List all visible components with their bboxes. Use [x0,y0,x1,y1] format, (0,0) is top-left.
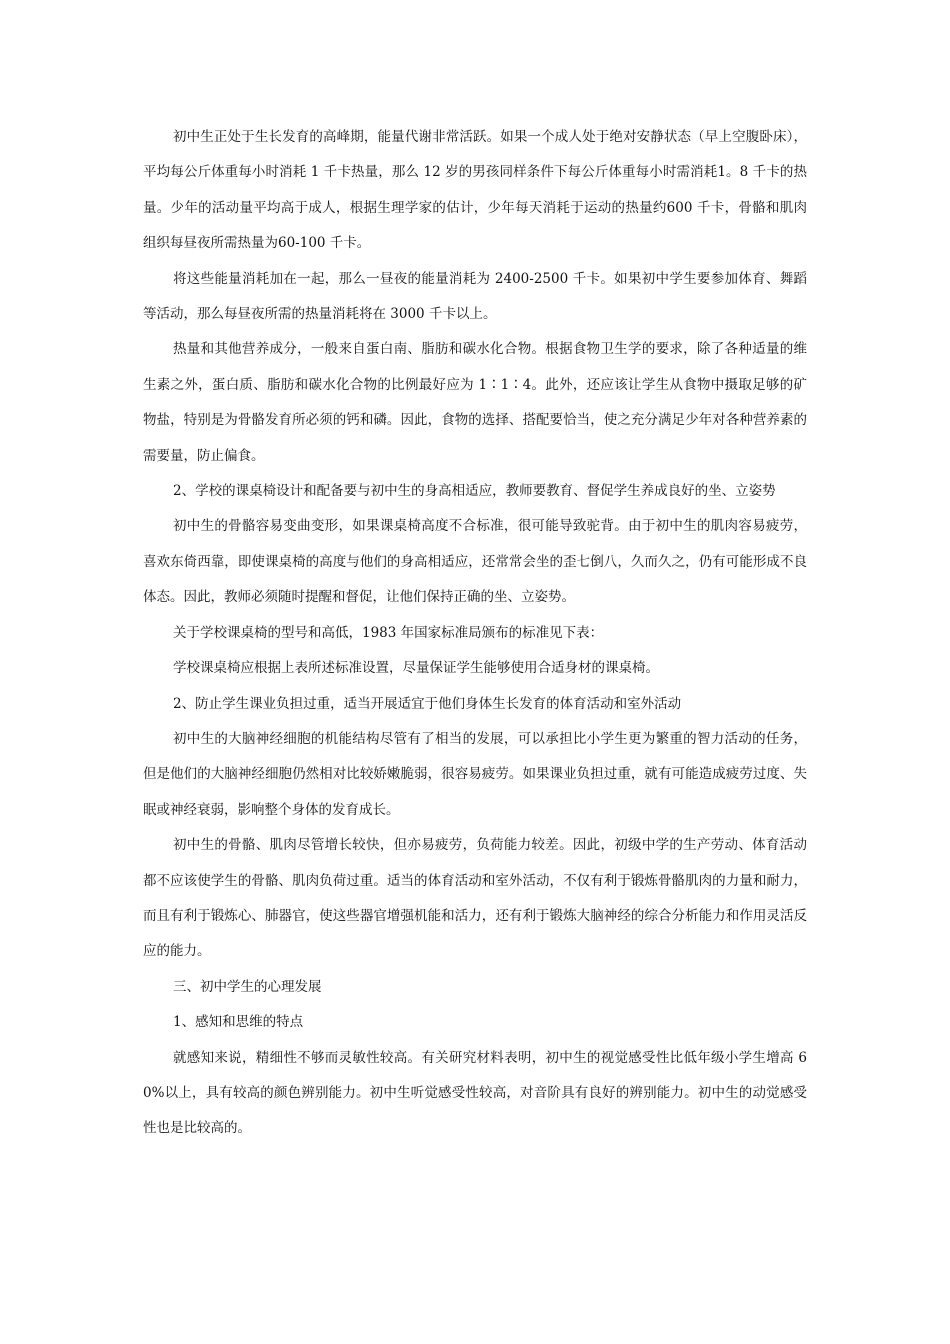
heading-perception-thinking: 1、感知和思维的特点 [173,1014,304,1031]
paragraph-standard-1983: 关于学校课桌椅的型号和高低，1983 年国家标准局颁布的标准见下表： [173,624,604,641]
paragraph-energy-metabolism: 初中生正处于生长发育的高峰期，能量代谢非常活跃。如果一个成人处于绝对安静状态（早上空腹卧床），平均每公斤体重每小时消耗 1 千卡热量，那么 12 岁的男孩同样条件下每公斤体重每小时需消耗1。8 千卡的热量。少年的活动量平均高于成人，根据生理学家的估计，少年每天消耗于运动的热量约600 千卡，骨骼和肌肉组织每昼夜所需热量为60-100 千卡。 [143,129,807,252]
paragraph-physical-activity: 初中生的骨骼、肌肉尽管增长较快，但亦易疲劳，负荷能力较差。因此，初级中学的生产劳动、体育活动都不应该使学生的骨骼、肌肉负荷过重。适当的体育活动和室外活动，不仅有利于锻炼骨骼肌肉的力量和耐力，而且有利于锻炼心、肺器官，使这些器官增强机能和活力，还有利于锻炼大脑神经的综合分析能力和作用灵活反应的能力。 [143,837,807,960]
heading-desk-chair: 2、学校的课桌椅设计和配备要与初中生的身高相适应，教师要教育、督促学生养成良好的坐、立姿势 [173,483,776,500]
document-body [143,120,807,1147]
paragraph-perception: 就感知来说，精细性不够而灵敏性较高。有关研究材料表明，初中生的视觉感受性比低年级小学生增高 60%以上，具有较高的颜色辨别能力。初中生听觉感受性较高，对音阶具有良好的辨别能力。初中生的动觉感受性也是比较高的。 [143,1049,807,1137]
paragraph-brain-fatigue: 初中生的大脑神经细胞的机能结构尽管有了相当的发展，可以承担比小学生更为繁重的智力活动的任务，但是他们的大脑神经细胞仍然相对比较娇嫩脆弱，很容易疲劳。如果课业负担过重，就有可能造成疲劳过度、失眠或神经衰弱，影响整个身体的发育成长。 [143,730,807,818]
paragraph-desk-standard: 学校课桌椅应根据上表所述标准设置，尽量保证学生能够使用合适身材的课桌椅。 [173,660,659,677]
heading-workload: 2、防止学生课业负担过重，适当开展适宜于他们身体生长发育的体育活动和室外活动 [173,695,682,712]
paragraph-posture: 初中生的骨骼容易变曲变形，如果课桌椅高度不合标准，很可能导致驼背。由于初中生的肌肉容易疲劳，喜欢东倚西靠，即使课桌椅的高度与他们的身高相适应，还常常会坐的歪七倒八，久而久之，仍有可能形成不良体态。因此，教师必须随时提醒和督促，让他们保持正确的坐、立姿势。 [143,518,807,606]
paragraph-daily-energy-total: 将这些能量消耗加在一起，那么一昼夜的能量消耗为 2400-2500 千卡。如果初中学生要参加体育、舞蹈等活动，那么每昼夜所需的热量消耗将在 3000 千卡以上。 [143,270,807,323]
heading-psychological-development: 三、初中学生的心理发展 [173,978,322,995]
paragraph-nutrition: 热量和其他营养成分，一般来自蛋白南、脂肪和碳水化合物。根据食物卫生学的要求，除了各种适量的维生素之外，蛋白质、脂肪和碳水化合物的比例最好应为 1∶1∶4。此外，还应该让学生从食物中摄取足够的矿物盐，特别是为骨骼发育所必须的钙和磷。因此，食物的选择、搭配要恰当，使之充分满足少年对各种营养素的需要量，防止偏食。 [143,341,807,464]
